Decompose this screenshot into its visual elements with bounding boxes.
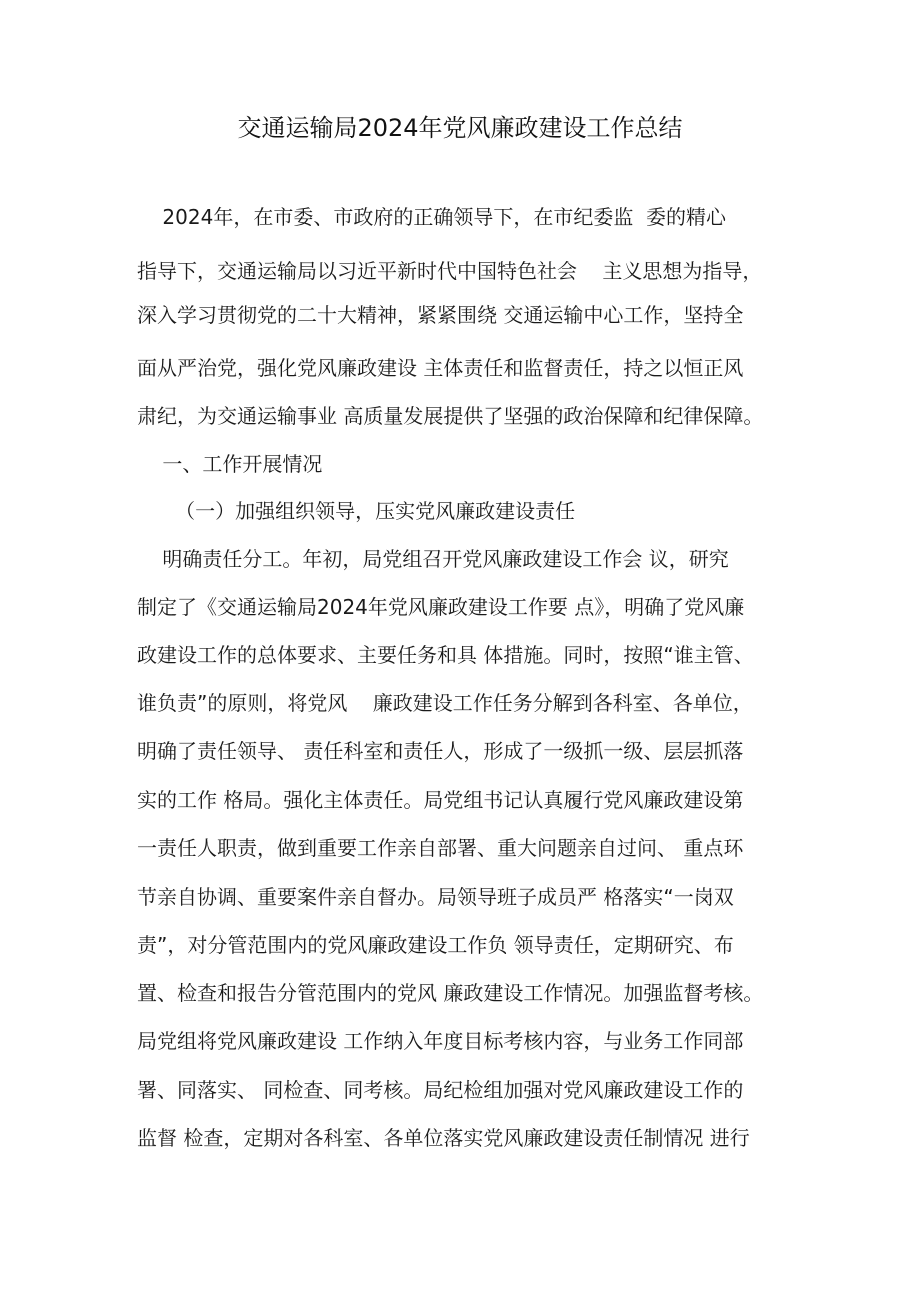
body-line: 明确了责任领导、 责任科室和责任人，形成了一级抓一级、层层抓落	[137, 739, 744, 763]
body-line: 节亲自协调、重要案件亲自督办。局领导班子成员严 格落实“一岗双	[137, 885, 734, 909]
body-line: 局党组将党风廉政建设 工作纳入年度目标考核内容，与业务工作同部	[137, 1029, 744, 1053]
body-line: 深入学习贯彻党的二十大精神，紧紧围绕 交通运输中心工作，坚持全	[137, 303, 744, 327]
section-heading: 一、工作开展情况	[137, 452, 323, 476]
subsection-heading: （一）加强组织领导，压实党风廉政建设责任	[137, 499, 576, 523]
body-line: 署、同落实、 同检查、同考核。局纪检组加强对党风廉政建设工作的	[137, 1078, 744, 1102]
body-line: 置、检查和报告分管范围内的党风 廉政建设工作情况。加强监督考核。	[137, 981, 764, 1005]
document-title: 交通运输局2024年党风廉政建设工作总结	[237, 114, 683, 142]
body-line: 面从严治党，强化党风廉政建设 主体责任和监督责任，持之以恒正风	[137, 356, 744, 380]
body-line: 一责任人职责，做到重要工作亲自部署、重大问题亲自过问、 重点环	[137, 836, 744, 860]
body-line: 监督 检查，定期对各科室、各单位落实党风廉政建设责任制情况 进行	[137, 1126, 750, 1150]
body-line: 政建设工作的总体要求、主要任务和具 体措施。同时，按照“谁主管、	[137, 643, 754, 667]
body-line: 2024年，在市委、市政府的正确领导下，在市纪委监 委的精心	[137, 205, 727, 229]
body-line: 制定了《交通运输局2024年党风廉政建设工作要 点》，明确了党风廉	[137, 595, 745, 619]
body-line: 实的工作 格局。强化主体责任。局党组书记认真履行党风廉政建设第	[137, 788, 744, 812]
body-line: 肃纪，为交通运输事业 高质量发展提供了坚强的政治保障和纪律保障。	[137, 404, 764, 428]
body-line: 责”，对分管范围内的党风廉政建设工作负 领导责任，定期研究、布	[137, 933, 734, 957]
body-line: 明确责任分工。年初，局党组召开党风廉政建设工作会 议，研究	[137, 547, 729, 571]
body-line: 谁负责”的原则，将党风 廉政建设工作任务分解到各科室、各单位，	[137, 691, 753, 715]
body-line: 指导下，交通运输局以习近平新时代中国特色社会 主义思想为指导，	[137, 259, 763, 283]
